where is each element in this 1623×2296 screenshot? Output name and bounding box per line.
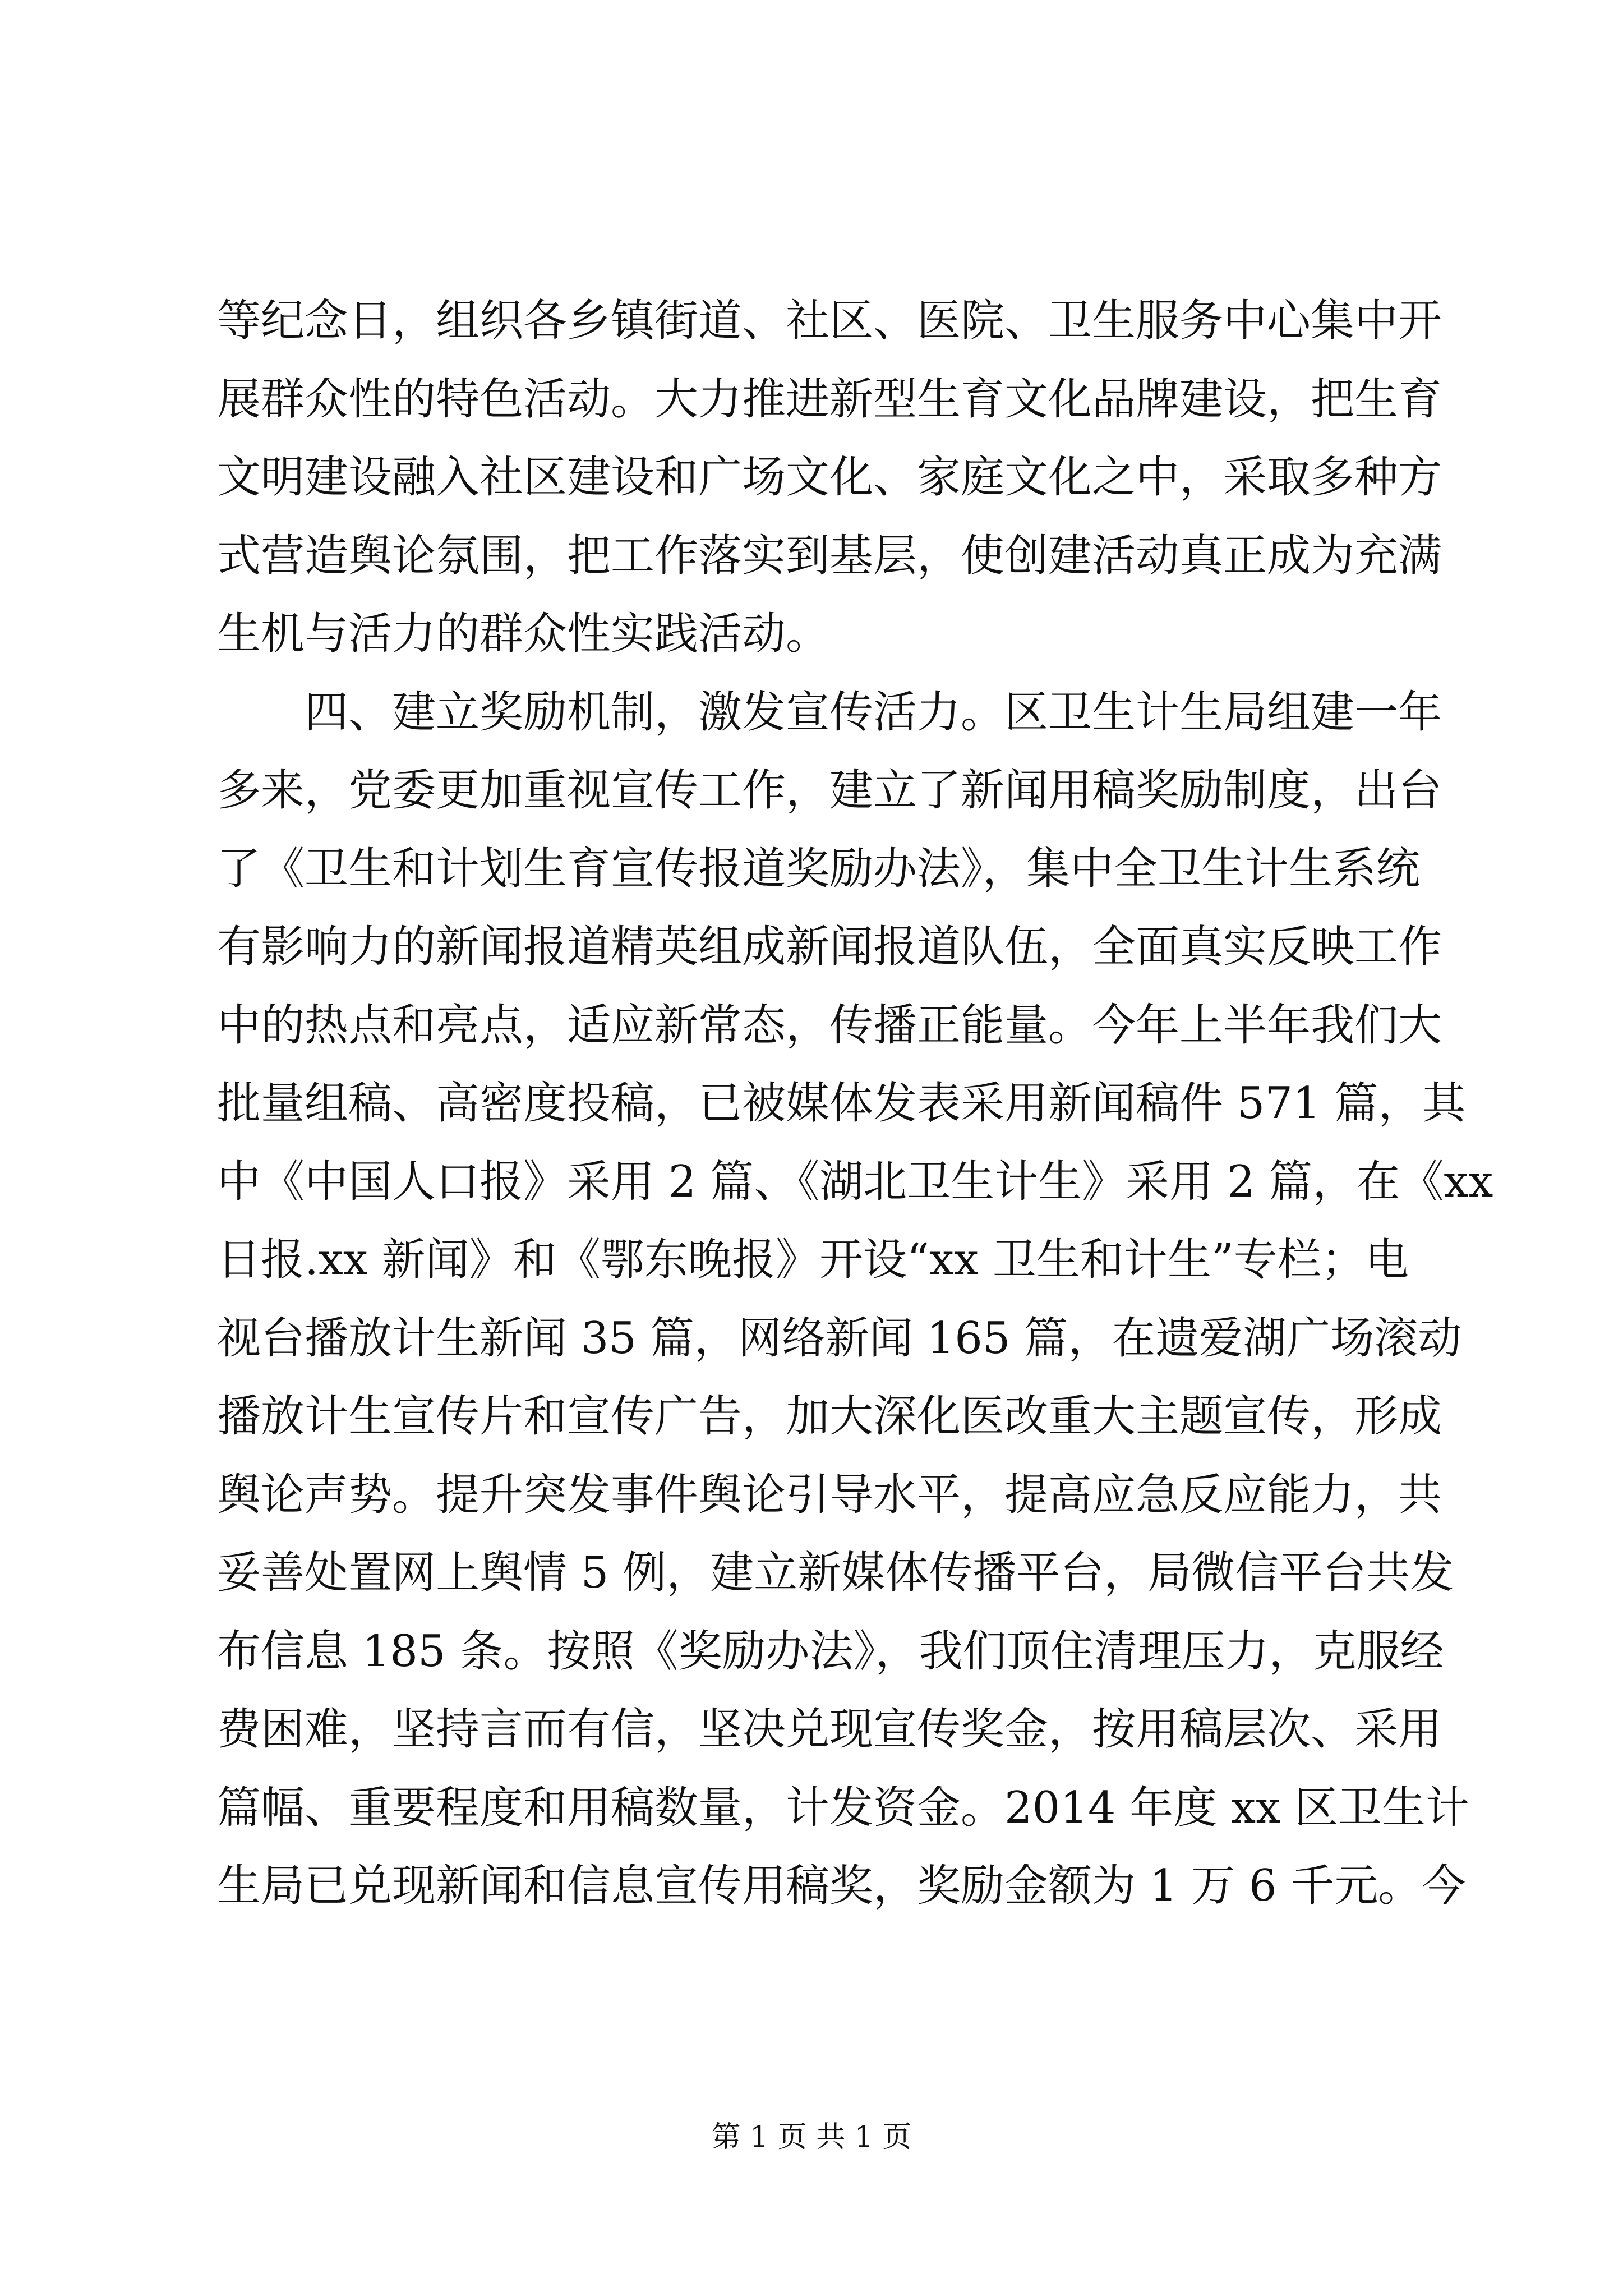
body-line: 等纪念日，组织各乡镇街道、社区、医院、卫生服务中心集中开 — [217, 296, 1442, 346]
body-line: 布信息 185 条。按照《奖励办法》，我们顶住清理压力，克服经 — [217, 1626, 1444, 1677]
body-line: 篇幅、重要程度和用稿数量，计发资金。2014 年度 xx 区卫生计 — [217, 1782, 1469, 1833]
body-line: 日报.xx 新闻》和《鄂东晚报》开设“xx 卫生和计生”专栏；电 — [217, 1235, 1409, 1285]
body-line: 有影响力的新闻报道精英组成新闻报道队伍，全面真实反映工作 — [217, 922, 1442, 972]
page-number-label: 第 1 页 共 1 页 — [711, 2120, 912, 2154]
body-line: 展群众性的特色活动。大力推进新型生育文化品牌建设，把生育 — [217, 374, 1442, 425]
body-line: 了《卫生和计划生育宣传报道奖励办法》，集中全卫生计生系统 — [217, 843, 1421, 894]
body-line: 舆论声势。提升突发事件舆论引导水平，提高应急反应能力，共 — [217, 1469, 1442, 1520]
body-line: 播放计生宣传片和宣传广告，加大深化医改重大主题宣传，形成 — [217, 1391, 1442, 1442]
body-line: 费困难，坚持言而有信，坚决兑现宣传奖金，按用稿层次、采用 — [217, 1704, 1442, 1755]
body-line: 文明建设融入社区建设和广场文化、家庭文化之中，采取多种方 — [217, 452, 1442, 503]
document-body — [217, 282, 1493, 1926]
body-line: 中的热点和亮点，适应新常态，传播正能量。今年上半年我们大 — [217, 1000, 1442, 1051]
body-line: 生机与活力的群众性实践活动。 — [217, 609, 830, 659]
body-line: 视台播放计生新闻 35 篇，网络新闻 165 篇，在遗爱湖广场滚动 — [217, 1313, 1462, 1364]
page-footer — [0, 2113, 1623, 2155]
body-line: 多来，党委更加重视宣传工作，建立了新闻用稿奖励制度，出台 — [217, 765, 1442, 816]
body-line: 妥善处置网上舆情 5 例，建立新媒体传播平台，局微信平台共发 — [217, 1548, 1454, 1598]
body-line: 生局已兑现新闻和信息宣传用稿奖，奖励金额为 1 万 6 千元。今 — [217, 1861, 1466, 1911]
body-line: 中《中国人口报》采用 2 篇、《湖北卫生计生》采用 2 篇，在《xx — [217, 1156, 1493, 1207]
paragraph-first-line: 四、建立奖励机制，激发宣传活力。区卫生计生局组建一年 — [305, 687, 1442, 738]
body-line: 式营造舆论氛围，把工作落实到基层，使创建活动真正成为充满 — [217, 530, 1442, 581]
body-line: 批量组稿、高密度投稿，已被媒体发表采用新闻稿件 571 篇，其 — [217, 1078, 1466, 1129]
